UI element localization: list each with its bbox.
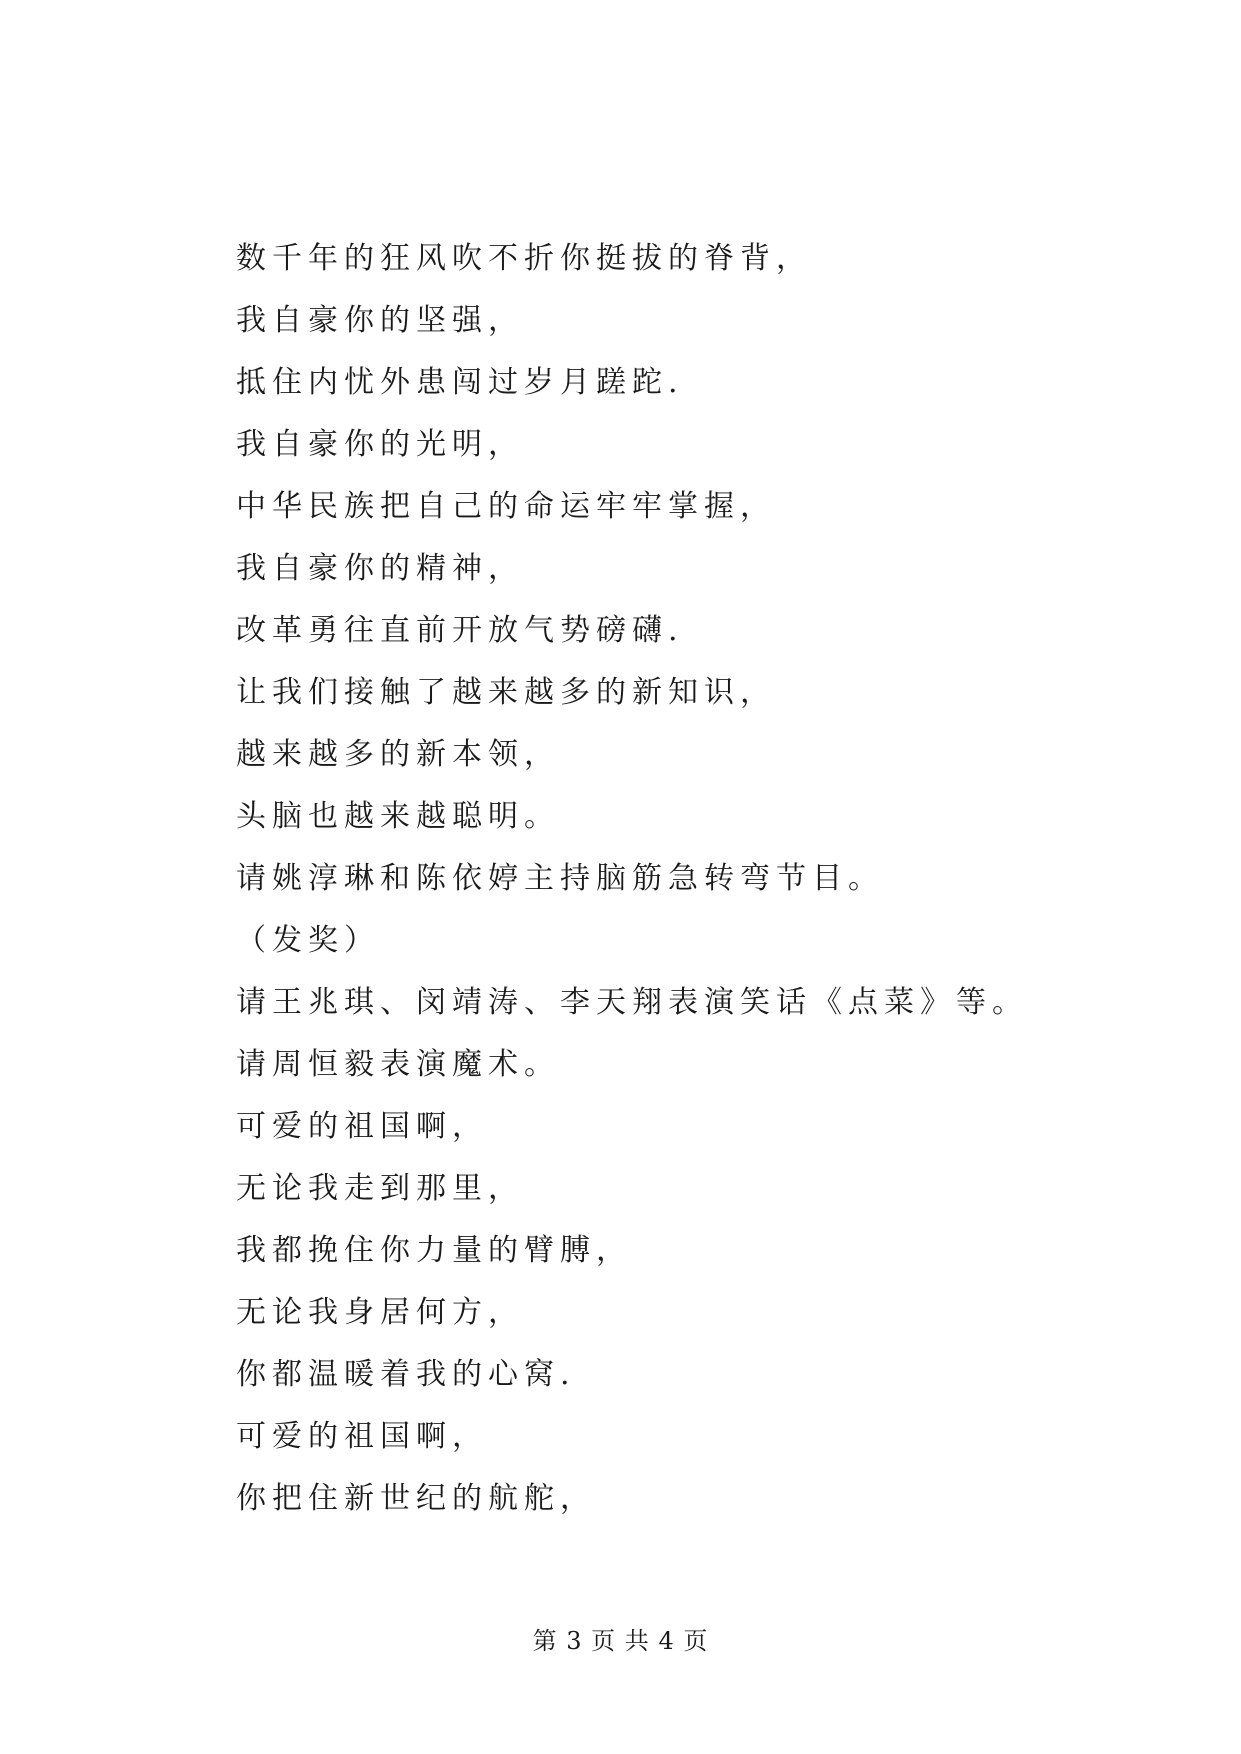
text-line: 可爱的祖国啊， <box>236 1419 488 1454</box>
text-line: 让我们接触了越来越多的新知识， <box>236 675 776 710</box>
text-line: 我自豪你的坚强， <box>236 303 524 338</box>
text-line: 请王兆琪、闵靖涛、李天翔表演笑话《点菜》等。 <box>236 985 1028 1020</box>
text-line: 你把住新世纪的航舵， <box>236 1481 596 1516</box>
text-line: 我自豪你的精神， <box>236 551 524 586</box>
text-line: 无论我走到那里， <box>236 1171 524 1206</box>
text-line: 抵住内忧外患闯过岁月蹉跎. <box>236 365 684 400</box>
text-line: 你都温暖着我的心窝. <box>236 1357 576 1392</box>
text-line: 请姚淳琳和陈依婷主持脑筋急转弯节目。 <box>236 861 884 896</box>
text-line: 中华民族把自己的命运牢牢掌握， <box>236 489 776 524</box>
body-text <box>236 228 1036 1530</box>
text-line: 改革勇往直前开放气势磅礴. <box>236 613 684 648</box>
text-line: 我自豪你的光明， <box>236 427 524 462</box>
text-line: 数千年的狂风吹不折你挺拔的脊背， <box>236 241 812 276</box>
text-line: 我都挽住你力量的臂膊， <box>236 1233 632 1268</box>
text-line: 越来越多的新本领， <box>236 737 560 772</box>
page-number-footer: 第 3 页 共 4 页 <box>532 1627 709 1655</box>
text-line: 请周恒毅表演魔术。 <box>236 1047 560 1082</box>
text-line: 头脑也越来越聪明。 <box>236 799 560 834</box>
text-line: 可爱的祖国啊， <box>236 1109 488 1144</box>
text-line: （发奖） <box>236 923 380 958</box>
text-line: 无论我身居何方， <box>236 1295 524 1330</box>
